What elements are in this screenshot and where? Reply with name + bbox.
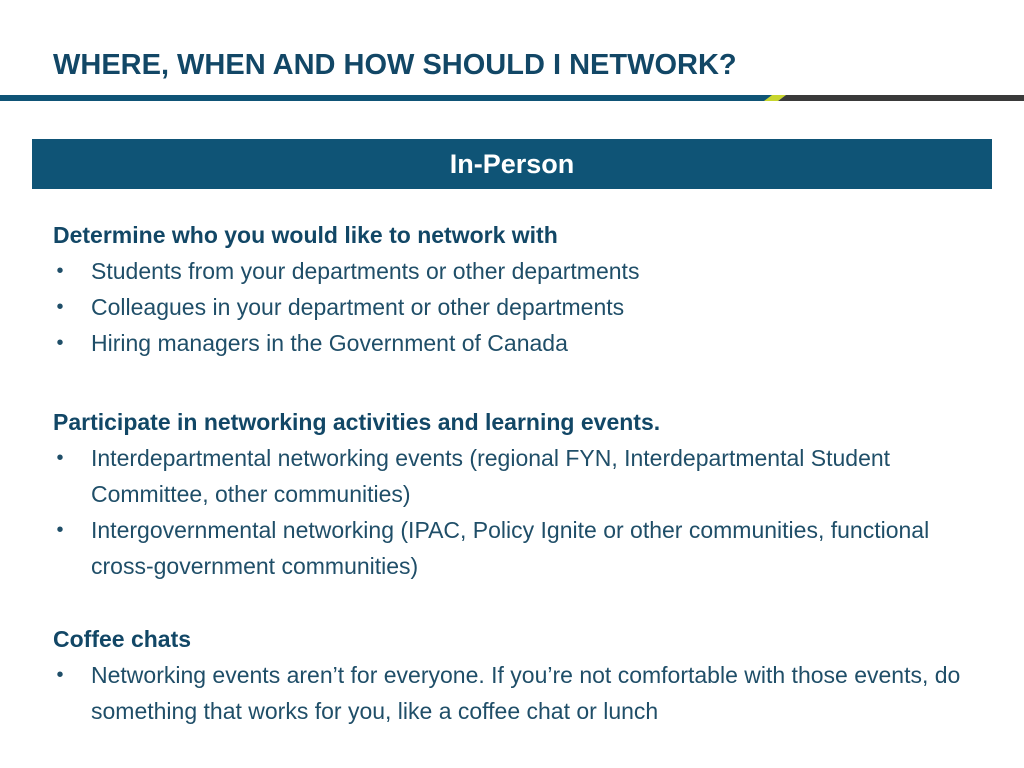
bullet-list <box>53 657 983 729</box>
section-heading: Coffee chats <box>53 626 192 652</box>
list-item-text: Networking events aren’t for everyone. If you’re not comfortable with those events, do something that works for you, like a coffee chat or lunch <box>91 662 961 724</box>
list-item <box>53 512 983 584</box>
list-item-text: Hiring managers in the Government of Canada <box>91 330 568 356</box>
list-item-text: Intergovernmental networking (IPAC, Policy Ignite or other communities, functional cross-government communities) <box>91 517 930 579</box>
bullet-list <box>53 253 983 361</box>
in-person-banner <box>32 139 992 189</box>
section-heading: Participate in networking activities and learning events. <box>53 409 661 435</box>
list-item-text: Students from your departments or other departments <box>91 258 640 284</box>
section-coffee-chats <box>53 622 983 729</box>
section-heading: Determine who you would like to network with <box>53 222 558 248</box>
title-divider <box>0 95 1024 101</box>
slide-title: WHERE, WHEN AND HOW SHOULD I NETWORK? <box>53 49 737 81</box>
bullet-icon: • <box>56 260 64 282</box>
list-item <box>53 325 983 361</box>
list-item-text: Colleagues in your department or other departments <box>91 294 625 320</box>
list-item <box>53 440 983 512</box>
list-item <box>53 657 983 729</box>
divider-blue-segment <box>0 95 772 101</box>
section-networking-activities <box>53 405 983 584</box>
bullet-icon: • <box>56 332 64 354</box>
divider-dark-segment <box>778 95 1024 101</box>
bullet-icon: • <box>56 664 64 686</box>
list-item <box>53 253 983 289</box>
section-determine-who <box>53 218 983 361</box>
bullet-icon: • <box>56 296 64 318</box>
bullet-icon: • <box>56 447 64 469</box>
bullet-icon: • <box>56 519 64 541</box>
list-item-text: Interdepartmental networking events (regional FYN, Interdepartmental Student Committee, other communities) <box>91 445 891 507</box>
bullet-list <box>53 440 983 584</box>
list-item <box>53 289 983 325</box>
banner-label: In-Person <box>449 148 575 179</box>
